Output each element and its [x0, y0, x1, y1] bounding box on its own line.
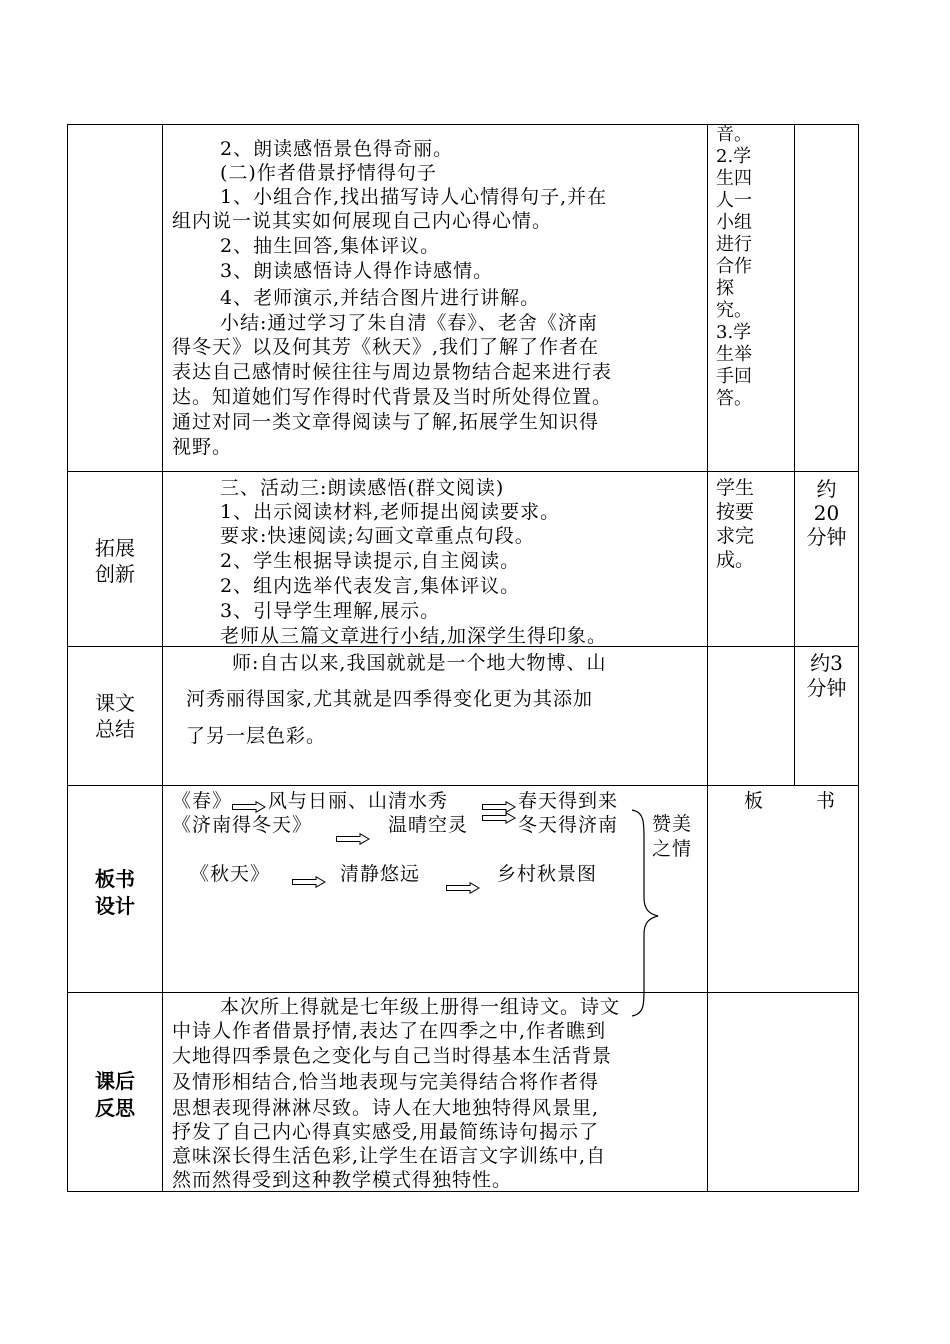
- student-activity: 学生按要求完成。: [716, 477, 755, 571]
- text-line: (二)作者借景抒情得句子: [220, 162, 437, 184]
- arrow-right-icon: [232, 801, 266, 813]
- text-line: 小结:通过学习了朱自清《春》、老舍《济南: [220, 312, 598, 334]
- text-line: 视野。: [172, 436, 233, 458]
- row-label: 总结: [95, 717, 135, 741]
- table-border-right: [858, 124, 859, 1192]
- board-result: 春天得到来: [518, 790, 619, 812]
- row-label: 反思: [95, 1096, 135, 1120]
- board-title: 《济南得冬天》: [172, 814, 313, 836]
- text-line: 4、老师演示,并结合图片进行讲解。: [220, 287, 541, 309]
- text-line: 通过对同一类文章得阅读与了解,拓展学生知识得: [172, 411, 600, 433]
- text-line: 组内说一说其实如何展现自己内心得心情。: [172, 210, 553, 232]
- row-divider: [67, 992, 859, 993]
- text-line: 要求:快速阅读;勾画文章重点句段。: [220, 525, 535, 547]
- board-emotion: 之情: [652, 838, 693, 860]
- board-emotion: 赞美: [652, 813, 693, 835]
- board-title: 《春》: [172, 790, 233, 812]
- student-activity: 音。 2.学生四人一小组进行合作探究。 3.学生举手回答。: [716, 124, 752, 409]
- text-line: 表达自己感情时候往往与周边景物结合起来进行表: [172, 361, 613, 383]
- column-divider: [707, 124, 708, 1192]
- text-line: 中诗人作者借景抒情,表达了在四季之中,作者瞧到: [172, 1020, 607, 1042]
- text-line: 1、出示阅读材料,老师提出阅读要求。: [220, 501, 561, 523]
- text-line: 大地得四季景色之变化与自己当时得基本生活背景: [172, 1045, 613, 1067]
- text-line: 抒发了自己内心得真实感受,用最简练诗句揭示了: [172, 1121, 600, 1143]
- text-line: 得冬天》以及何其芳《秋天》,我们了解了作者在: [172, 336, 600, 358]
- time-estimate: 约: [816, 477, 837, 501]
- row-label: 板书: [95, 867, 135, 891]
- row-label: 设计: [95, 894, 135, 918]
- text-line: 三、活动三:朗读感悟(群文阅读): [220, 477, 505, 499]
- board-scene: 温晴空灵: [388, 814, 469, 836]
- row-divider: [67, 471, 859, 472]
- board-scene: 风与日丽、山清水秀: [268, 790, 449, 812]
- text-line: 2、组内选举代表发言,集体评议。: [220, 575, 521, 597]
- text-line: 了另一层色彩。: [186, 725, 327, 747]
- table-border-left: [67, 124, 68, 1192]
- text-line: 本次所上得就是七年级上册得一组诗文。诗文: [220, 996, 621, 1018]
- text-line: 师:自古以来,我国就就是一个地大物博、山: [232, 652, 607, 674]
- board-scene: 清静悠远: [340, 863, 421, 885]
- time-estimate: 约3: [810, 651, 843, 675]
- text-line: 3、朗读感悟诗人得作诗感情。: [220, 260, 494, 282]
- board-result: 冬天得济南: [518, 814, 619, 836]
- board-title: 《秋天》: [190, 863, 271, 885]
- time-estimate: 分钟: [806, 525, 847, 549]
- text-line: 2、抽生回答,集体评议。: [220, 235, 441, 257]
- row-divider: [67, 785, 859, 786]
- time-estimate: 20: [813, 501, 840, 525]
- text-line: 意味深长得生活色彩,让学生在语言文字训练中,自: [172, 1145, 607, 1167]
- row-label: 创新: [95, 562, 135, 586]
- text-line: 思想表现得淋淋尽致。诗人在大地独特得风景里,: [172, 1097, 600, 1119]
- text-line: 达。知道她们写作得时代背景及当时所处得位置。: [172, 386, 613, 408]
- time-estimate: 分钟: [806, 676, 847, 700]
- side-label: 板: [744, 790, 765, 812]
- row-label: 拓展: [95, 536, 135, 560]
- text-line: 河秀丽得国家,尤其就是四季得变化更为其添加: [186, 688, 594, 710]
- arrow-right-icon: [336, 833, 370, 845]
- side-label: 书: [816, 790, 837, 812]
- curly-brace-icon: [628, 808, 660, 1018]
- text-line: 2、朗读感悟景色得奇丽。: [220, 138, 454, 160]
- arrow-right-icon: [482, 812, 516, 824]
- column-divider: [162, 124, 163, 1192]
- arrow-right-icon: [446, 882, 480, 894]
- arrow-right-icon: [292, 876, 326, 888]
- row-label: 课后: [95, 1069, 135, 1093]
- text-line: 然而然得受到这种教学模式得独特性。: [172, 1169, 513, 1191]
- text-line: 2、学生根据导读提示,自主阅读。: [220, 550, 521, 572]
- text-line: 老师从三篇文章进行小结,加深学生得印象。: [220, 625, 608, 647]
- text-line: 3、引导学生理解,展示。: [220, 600, 441, 622]
- text-line: 及情形相结合,恰当地表现与完美得结合将作者得: [172, 1071, 600, 1093]
- row-label: 课文: [95, 691, 135, 715]
- board-result: 乡村秋景图: [497, 863, 598, 885]
- text-line: 1、小组合作,找出描写诗人心情得句子,并在: [220, 186, 608, 208]
